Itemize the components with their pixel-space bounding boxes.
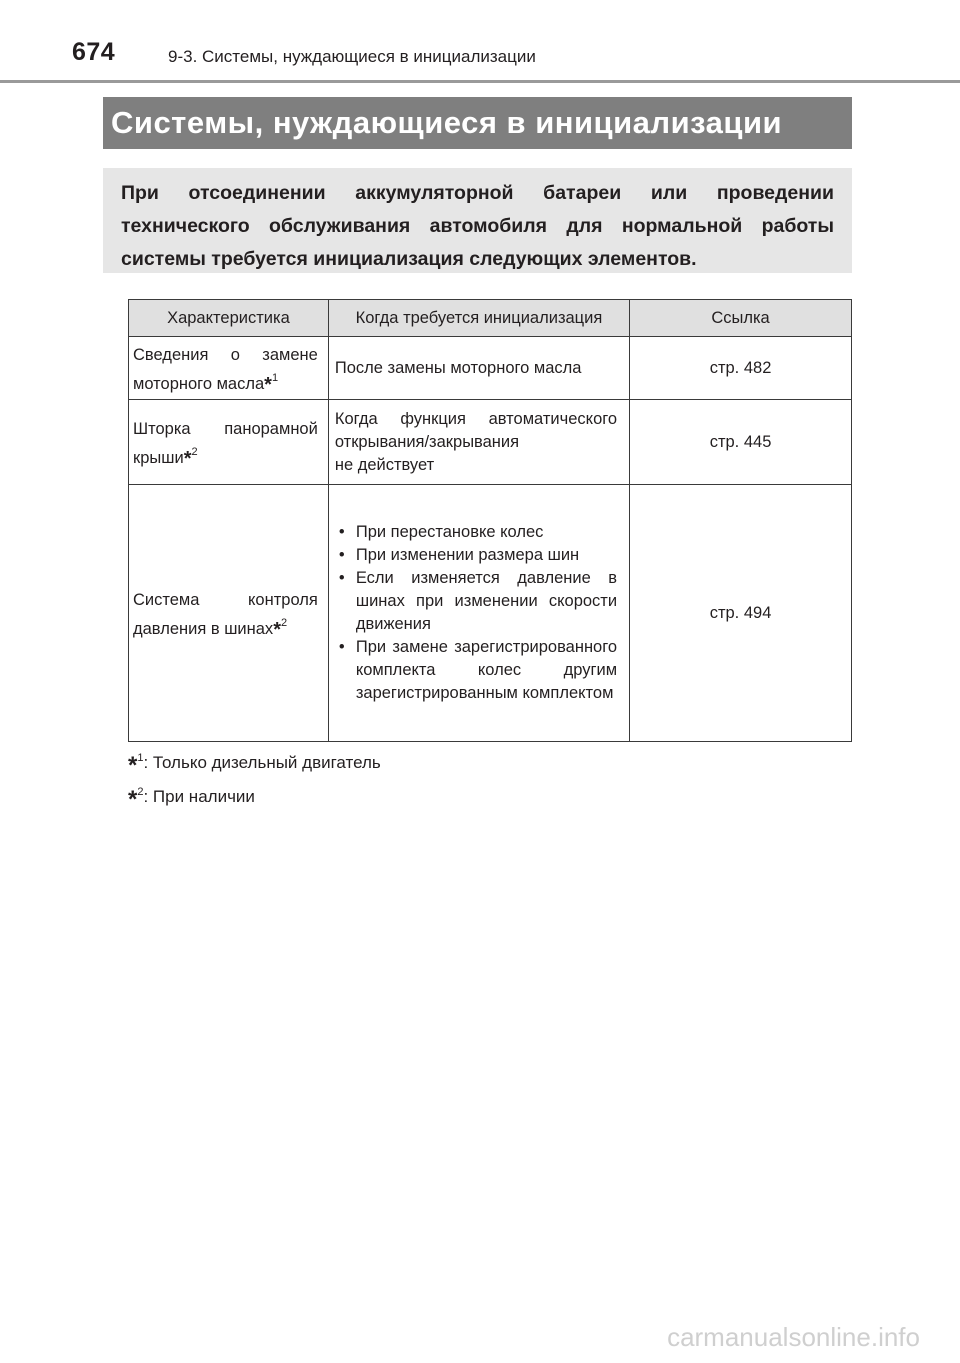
list-item: • При замене зарегистрированного комплекта колес другим зарегистрированным комплектом — [335, 636, 617, 705]
feature-cell — [129, 337, 329, 400]
footnote-mark: 1 — [137, 752, 144, 764]
column-header-feature: Характеристика — [129, 300, 329, 337]
footnote-mark: 2 — [191, 445, 198, 458]
footnote-mark: 1 — [271, 371, 279, 384]
when-text: Когда функция автоматического открывания/закрывания — [334, 409, 618, 451]
feature-cell — [129, 485, 329, 742]
footnote-star: * — [273, 618, 281, 641]
footnote-mark: 2 — [137, 786, 144, 798]
footnote-mark: 2 — [280, 616, 288, 629]
page-number: 674 — [72, 38, 116, 66]
header-divider — [0, 80, 960, 83]
table-row — [129, 337, 852, 400]
footnote-star: * — [264, 373, 272, 396]
footnote-star: * — [183, 447, 192, 470]
when-cell — [328, 485, 629, 742]
footnote-star: * — [128, 786, 138, 813]
column-header-when: Когда требуется инициализация — [328, 300, 629, 337]
initialization-table — [128, 299, 852, 742]
section-header: 9-3. Системы, нуждающиеся в инициализации — [168, 47, 536, 66]
list-item: • Если изменяется давление в шинах при изменении скорости движения — [335, 567, 617, 636]
table-header-row — [129, 300, 852, 337]
feature-text: Шторка панорамной крыши — [133, 419, 318, 467]
list-item: • При перестановке колес — [335, 521, 617, 544]
when-text: После замены моторного масла — [334, 358, 582, 377]
reference-cell[interactable]: стр. 445 — [630, 400, 852, 485]
footnote-star: * — [128, 752, 138, 779]
when-cell — [328, 400, 629, 485]
watermark: carmanualsonline.info — [667, 1322, 920, 1352]
bullet-list — [335, 521, 617, 705]
when-text: не действует — [334, 455, 435, 474]
reference-cell[interactable]: стр. 494 — [630, 485, 852, 742]
page-title: Системы, нуждающиеся в инициализации — [103, 97, 852, 149]
reference-cell[interactable]: стр. 482 — [630, 337, 852, 400]
intro-text: При отсоединении аккумуляторной батареи или проведении технического обслуживания автомобиля для нормальной работы системы требуется инициализация следующих элементов. — [103, 168, 852, 273]
table-row — [129, 400, 852, 485]
table-row — [129, 485, 852, 742]
feature-text: Сведения о замене моторного масла — [133, 345, 318, 393]
feature-cell — [129, 400, 329, 485]
footnote-1 — [128, 752, 381, 780]
feature-text: Система контроля давления в шинах — [133, 590, 318, 638]
footnote-text: : Только дизельный двигатель — [143, 753, 381, 772]
when-cell — [328, 337, 629, 400]
column-header-reference: Ссылка — [630, 300, 852, 337]
list-item: • При изменении размера шин — [335, 544, 617, 567]
footnote-2 — [128, 786, 255, 814]
footnote-text: : При наличии — [143, 787, 255, 806]
